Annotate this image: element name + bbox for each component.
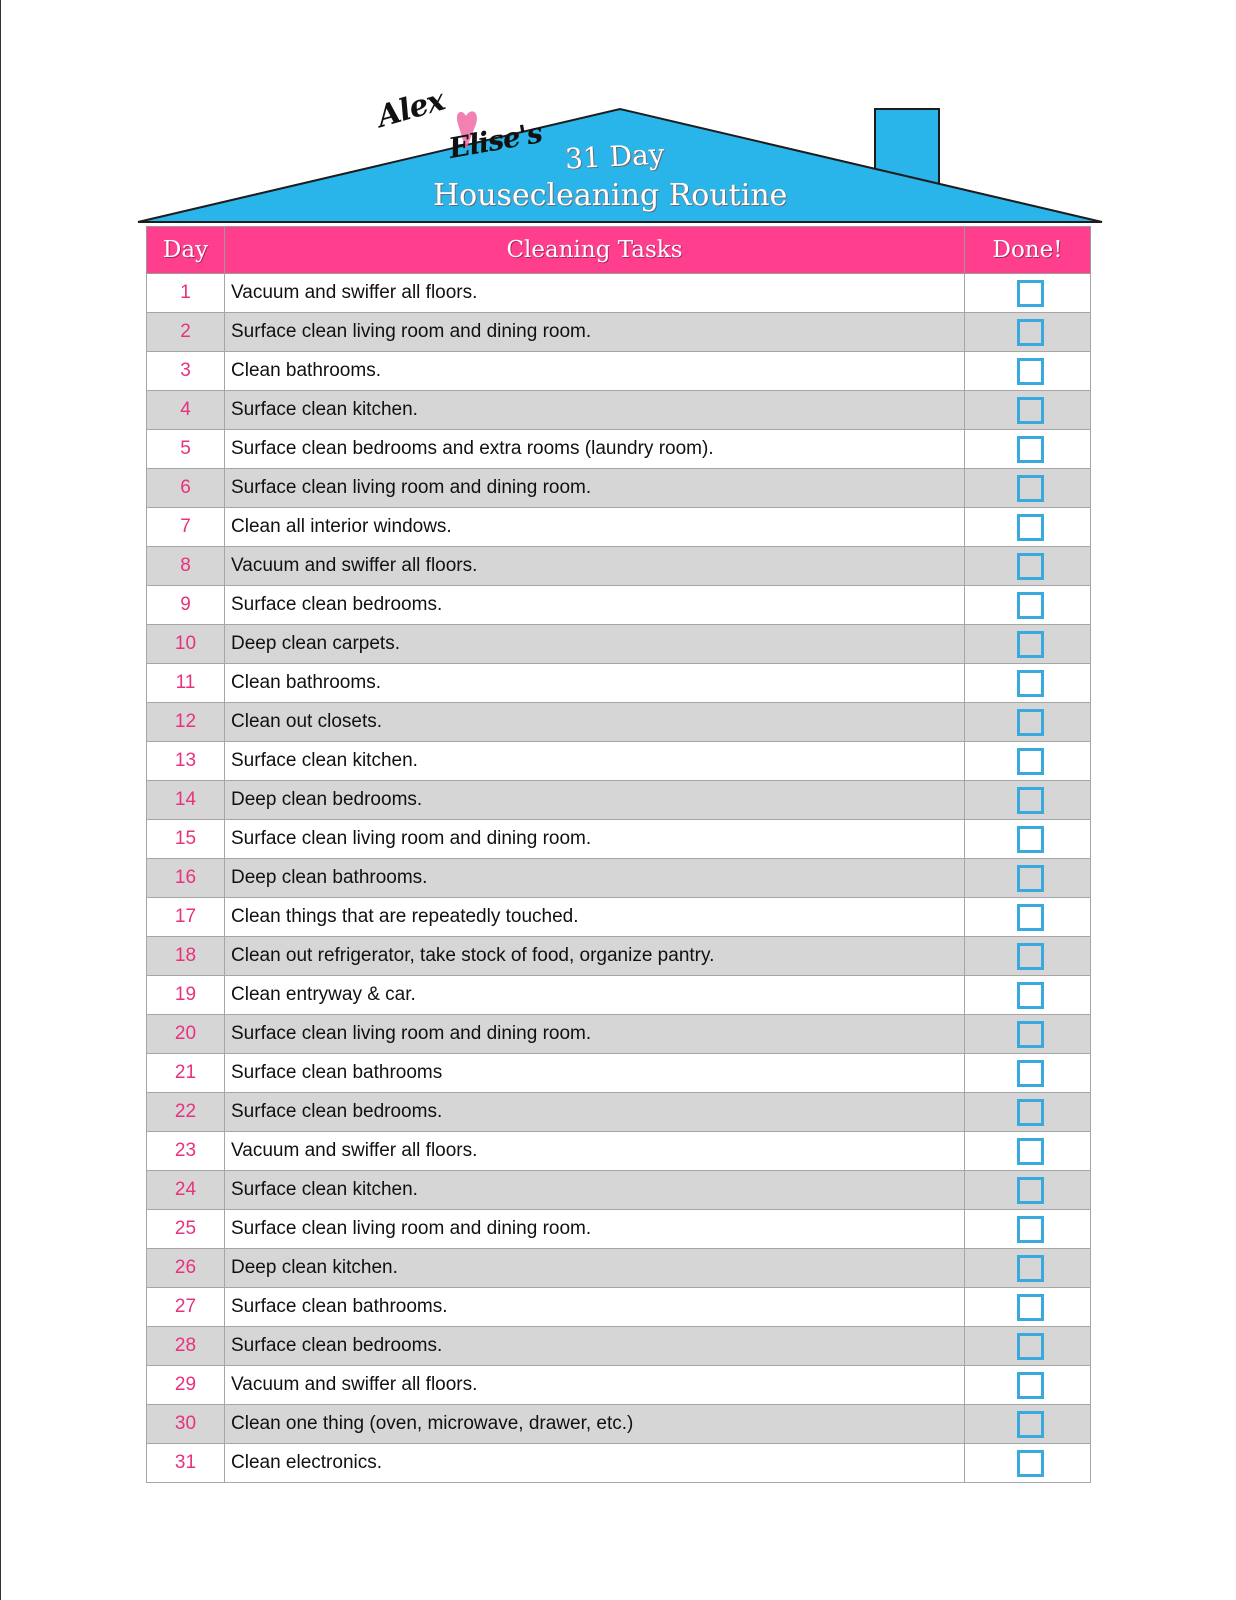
day-number: 10 [147,625,225,664]
done-checkbox[interactable] [1017,1411,1044,1438]
table-row [147,1015,1091,1054]
done-cell [965,586,1091,625]
table-row [147,898,1091,937]
table-header-row [147,227,1091,274]
done-cell [965,469,1091,508]
table-row [147,1054,1091,1093]
done-cell [965,1444,1091,1483]
done-cell [965,703,1091,742]
table-row [147,1327,1091,1366]
task-text: Surface clean living room and dining room. [225,1210,965,1249]
table-row [147,391,1091,430]
table-row [147,664,1091,703]
task-text: Surface clean kitchen. [225,391,965,430]
table-row [147,1210,1091,1249]
task-text: Surface clean bathrooms [225,1054,965,1093]
done-checkbox[interactable] [1017,319,1044,346]
day-number: 28 [147,1327,225,1366]
task-text: Deep clean carpets. [225,625,965,664]
task-text: Surface clean bathrooms. [225,1288,965,1327]
task-text: Deep clean bedrooms. [225,781,965,820]
done-checkbox[interactable] [1017,982,1044,1009]
table-row [147,1444,1091,1483]
done-cell [965,898,1091,937]
done-cell [965,820,1091,859]
done-cell [965,1093,1091,1132]
table-row [147,1171,1091,1210]
day-number: 18 [147,937,225,976]
day-number: 30 [147,1405,225,1444]
day-number: 21 [147,1054,225,1093]
table-row [147,1249,1091,1288]
done-cell [965,508,1091,547]
done-checkbox[interactable] [1017,670,1044,697]
done-cell [965,352,1091,391]
day-number: 14 [147,781,225,820]
task-text: Clean bathrooms. [225,352,965,391]
day-number: 19 [147,976,225,1015]
done-checkbox[interactable] [1017,1021,1044,1048]
done-cell [965,664,1091,703]
task-text: Surface clean bedrooms. [225,586,965,625]
done-checkbox[interactable] [1017,1255,1044,1282]
table-row [147,469,1091,508]
task-text: Vacuum and swiffer all floors. [225,547,965,586]
done-checkbox[interactable] [1017,1333,1044,1360]
day-number: 27 [147,1288,225,1327]
done-cell [965,742,1091,781]
table-row [147,937,1091,976]
done-checkbox[interactable] [1017,397,1044,424]
day-number: 3 [147,352,225,391]
task-text: Clean bathrooms. [225,664,965,703]
task-text: Vacuum and swiffer all floors. [225,274,965,313]
done-checkbox[interactable] [1017,436,1044,463]
done-cell [965,976,1091,1015]
done-checkbox[interactable] [1017,1138,1044,1165]
done-cell [965,625,1091,664]
task-text: Clean out refrigerator, take stock of food, organize pantry. [225,937,965,976]
brand-name-alex: Alex [373,82,449,135]
brand-name-elise: Elise's [446,116,545,165]
cleaning-tasks-table [146,226,1091,1483]
task-text: Surface clean kitchen. [225,1171,965,1210]
done-cell [965,274,1091,313]
day-number: 26 [147,1249,225,1288]
header-day: Day [147,227,225,274]
page-title: Housecleaning Routine [433,178,788,213]
task-text: Surface clean bedrooms and extra rooms (laundry room). [225,430,965,469]
done-checkbox[interactable] [1017,1099,1044,1126]
done-checkbox[interactable] [1017,709,1044,736]
done-cell [965,1366,1091,1405]
table-row [147,859,1091,898]
day-number: 12 [147,703,225,742]
done-cell [965,1327,1091,1366]
table-row [147,313,1091,352]
done-checkbox[interactable] [1017,592,1044,619]
table-row [147,430,1091,469]
day-number: 22 [147,1093,225,1132]
done-cell [965,313,1091,352]
done-checkbox[interactable] [1017,475,1044,502]
done-checkbox[interactable] [1017,280,1044,307]
table-row [147,547,1091,586]
done-cell [965,430,1091,469]
day-number: 29 [147,1366,225,1405]
table-row [147,742,1091,781]
done-checkbox[interactable] [1017,826,1044,853]
day-number: 4 [147,391,225,430]
day-number: 16 [147,859,225,898]
done-cell [965,781,1091,820]
day-number: 9 [147,586,225,625]
done-checkbox[interactable] [1017,787,1044,814]
day-number: 23 [147,1132,225,1171]
task-text: Clean one thing (oven, microwave, drawer, etc.) [225,1405,965,1444]
day-number: 2 [147,313,225,352]
page-left-border [0,0,1,1600]
title-31-day: 31 Day [564,137,666,176]
header-done: Done! [965,227,1091,274]
done-checkbox[interactable] [1017,1450,1044,1477]
done-checkbox[interactable] [1017,1372,1044,1399]
task-text: Surface clean living room and dining room. [225,1015,965,1054]
day-number: 20 [147,1015,225,1054]
done-checkbox[interactable] [1017,1177,1044,1204]
done-cell [965,1210,1091,1249]
done-checkbox[interactable] [1017,631,1044,658]
task-text: Surface clean living room and dining room. [225,820,965,859]
done-checkbox[interactable] [1017,865,1044,892]
table-row [147,1132,1091,1171]
task-text: Vacuum and swiffer all floors. [225,1132,965,1171]
task-text: Surface clean living room and dining room. [225,469,965,508]
task-text: Clean all interior windows. [225,508,965,547]
task-text: Clean out closets. [225,703,965,742]
done-cell [965,1405,1091,1444]
done-checkbox[interactable] [1017,943,1044,970]
table-row [147,352,1091,391]
table-row [147,586,1091,625]
done-cell [965,1249,1091,1288]
table-row [147,703,1091,742]
done-checkbox[interactable] [1017,553,1044,580]
table-row [147,508,1091,547]
day-number: 15 [147,820,225,859]
done-cell [965,937,1091,976]
task-text: Vacuum and swiffer all floors. [225,1366,965,1405]
task-text: Surface clean bedrooms. [225,1327,965,1366]
table-row [147,1366,1091,1405]
day-number: 31 [147,1444,225,1483]
header-cleaning-tasks: Cleaning Tasks [225,227,965,274]
done-checkbox[interactable] [1017,748,1044,775]
table-body [147,274,1091,1483]
done-checkbox[interactable] [1017,904,1044,931]
task-text: Clean things that are repeatedly touched. [225,898,965,937]
done-cell [965,547,1091,586]
day-number: 24 [147,1171,225,1210]
table-row [147,1093,1091,1132]
done-cell [965,1054,1091,1093]
done-checkbox[interactable] [1017,1294,1044,1321]
table-row [147,781,1091,820]
table-row [147,1288,1091,1327]
table-row [147,976,1091,1015]
table-row [147,625,1091,664]
day-number: 13 [147,742,225,781]
day-number: 25 [147,1210,225,1249]
task-text: Deep clean kitchen. [225,1249,965,1288]
day-number: 6 [147,469,225,508]
done-cell [965,1132,1091,1171]
task-text: Surface clean kitchen. [225,742,965,781]
day-number: 7 [147,508,225,547]
done-cell [965,1288,1091,1327]
done-checkbox[interactable] [1017,1060,1044,1087]
done-checkbox[interactable] [1017,358,1044,385]
table-row [147,820,1091,859]
day-number: 1 [147,274,225,313]
day-number: 17 [147,898,225,937]
day-number: 8 [147,547,225,586]
table-row [147,1405,1091,1444]
done-cell [965,391,1091,430]
done-cell [965,859,1091,898]
done-checkbox[interactable] [1017,1216,1044,1243]
task-text: Surface clean living room and dining room. [225,313,965,352]
task-text: Clean electronics. [225,1444,965,1483]
day-number: 5 [147,430,225,469]
task-text: Clean entryway & car. [225,976,965,1015]
task-text: Deep clean bathrooms. [225,859,965,898]
task-text: Surface clean bedrooms. [225,1093,965,1132]
table-row [147,274,1091,313]
day-number: 11 [147,664,225,703]
done-cell [965,1015,1091,1054]
done-cell [965,1171,1091,1210]
done-checkbox[interactable] [1017,514,1044,541]
